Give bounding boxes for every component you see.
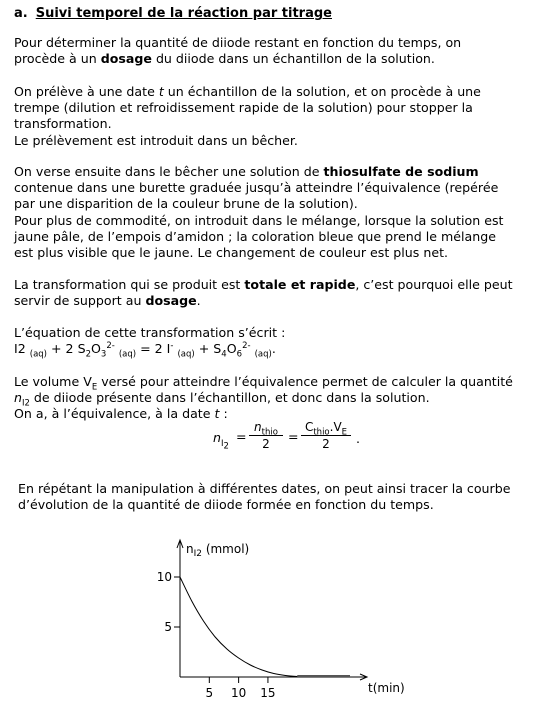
p4-line2-a: servir de support au (14, 293, 146, 309)
p3-line4: Pour plus de commodité, on introduit dans le mélange, lorsque la solution est (14, 212, 504, 228)
formula-end: . (356, 431, 361, 446)
p2-var-t: t (158, 84, 164, 99)
formula-n: n (213, 430, 221, 445)
eq-aq-1: (aq) (29, 349, 47, 360)
p1-line2 (14, 51, 546, 67)
p1-dosage-bold: dosage (100, 51, 152, 67)
diiode-decay-curve (180, 577, 344, 677)
diiode-quantity-chart (140, 535, 420, 705)
eq-end: . (271, 341, 276, 357)
formula-equals-2: = (288, 429, 299, 444)
chart-series (180, 577, 350, 677)
fraction-1-denominator: 2 (262, 437, 270, 451)
eq-o6: 6 (236, 349, 243, 360)
frac2-c: C (304, 420, 314, 434)
paragraph-7 (18, 481, 546, 513)
eq-aq-4: (aq) (254, 349, 272, 360)
reaction-equation (14, 341, 546, 360)
p2-line1-a: On prélève à une date (14, 84, 159, 99)
p3-line2: contenue dans une burette graduée jusqu’à atteindre l’équivalence (repérée (14, 180, 499, 196)
eq-o-1: O (91, 341, 101, 357)
eq-charge-iodide: - (170, 341, 174, 352)
eq-s2: 2 (85, 349, 91, 360)
equivalence-formula (205, 418, 375, 458)
frac1-thio: thio (261, 427, 278, 438)
y-tick-label-5: 5 (164, 620, 172, 634)
p3-line1 (14, 164, 546, 180)
p6-ni2-sub: I2 (21, 398, 30, 409)
y-label-unit: (mmol) (202, 542, 250, 556)
eq-charge-thio: 2- (106, 341, 115, 352)
p2-line1-b: un échantillon de la solution, et on procède à une (163, 84, 481, 99)
x-tick-label-5: 5 (205, 686, 214, 700)
frac2-e: E (341, 427, 348, 438)
frac2-v: .V (329, 420, 342, 434)
paragraph-6 (14, 374, 546, 423)
p6-n: n (14, 390, 22, 406)
p3-thiosulfate-bold: thiosulfate de sodium (323, 164, 479, 179)
paragraph-2 (14, 84, 546, 149)
formula-lhs-sub-2: 2 (223, 441, 229, 452)
p6-line1-a: Le volume V (14, 374, 92, 389)
p4-dosage-bold: dosage (145, 293, 197, 309)
fraction-1-numerator (249, 420, 283, 436)
y-label-sub: I2 (193, 549, 202, 559)
eq-plus-2: + S (194, 341, 222, 357)
fraction-2 (301, 420, 351, 452)
chart-ticks (157, 570, 276, 700)
formula-lhs (213, 430, 229, 452)
p2-line1 (14, 84, 546, 100)
paragraph-3 (14, 164, 546, 261)
p1-line2-b: du diiode dans un échantillon de la solution. (151, 51, 435, 67)
fraction-1 (249, 420, 283, 452)
y-label-n: n (186, 542, 194, 556)
formula-lhs-sub (220, 438, 229, 452)
frac1-n: n (254, 420, 262, 434)
p6-var-t: t (214, 406, 220, 422)
y-axis-label (186, 542, 249, 559)
formula-equals-1: = (236, 429, 247, 444)
p4-line1-b: , c’est pourquoi elle peut (355, 277, 513, 292)
p1-line1: Pour déterminer la quantité de diiode restant en fonction du temps, on (14, 35, 462, 50)
eq-aq-2: (aq) (118, 349, 137, 360)
p6-ve-sub: E (91, 382, 98, 393)
p4-line1 (14, 277, 546, 293)
eq-o3: 3 (100, 349, 107, 360)
p3-line1-a: On verse ensuite dans le bêcher une solution de (14, 164, 324, 179)
section-title: Suivi temporel de la réaction par titrage (35, 6, 332, 21)
p5-line1: L’équation de cette transformation s’écrit : (14, 325, 286, 340)
p2-line3: transformation. (14, 116, 112, 132)
p3-line3: par une disparition de la couleur brune de la solution). (14, 196, 358, 212)
x-tick-label-15: 15 (260, 686, 276, 700)
p7-line1: En répétant la manipulation à différentes dates, on peut ainsi tracer la courbe (18, 481, 511, 496)
eq-equals: = 2 I (136, 341, 171, 357)
p3-line5: jaune pâle, de l’empois d’amidon ; la coloration bleue que prend le mélange (14, 228, 496, 244)
paragraph-1 (14, 35, 546, 67)
p6-line3-b: : (219, 406, 228, 422)
eq-s4: 4 (221, 349, 227, 360)
p6-line1 (14, 374, 546, 393)
frac2-thio: thio (313, 427, 330, 438)
p1-line2-a: procède à un (14, 51, 101, 67)
fraction-2-numerator (301, 420, 351, 436)
formula-lhs-sub-i: I (220, 438, 224, 449)
p2-line4: Le prélèvement est introduit dans un bêcher. (14, 132, 298, 148)
p6-line2 (14, 390, 546, 409)
p3-line6: est plus visible que le jaune. Le changement de couleur est plus net. (14, 245, 449, 261)
x-axis-label: t(min) (368, 681, 405, 695)
x-tick-label-10: 10 (230, 686, 247, 700)
eq-charge-tetrathio: 2- (242, 341, 251, 352)
eq-aq-3: (aq) (177, 349, 195, 360)
section-letter: a. (14, 6, 28, 21)
fraction-2-denominator: 2 (322, 437, 330, 451)
p4-line2-b: . (196, 293, 201, 309)
p4-line2 (14, 293, 546, 309)
paragraph-5 (14, 325, 546, 360)
paragraph-4 (14, 277, 546, 309)
eq-i2: I2 (14, 341, 26, 357)
p6-line1-b: versé pour atteindre l’équivalence permet de calculer la quantité (97, 374, 513, 389)
eq-o-2: O (226, 341, 237, 357)
y-tick-label-10: 10 (156, 570, 172, 584)
eq-plus-1: + 2 S (47, 341, 86, 357)
chart-axes (177, 540, 367, 680)
p6-line2-b: de diiode présente dans l’échantillon, et donc dans la solution. (29, 390, 430, 406)
section-heading (14, 6, 332, 22)
p2-line2: trempe (dilution et refroidissement rapide de la solution) pour stopper la (14, 100, 473, 116)
p6-line3-a: On a, à l’équivalence, à la date (14, 406, 215, 422)
p4-totale-bold: totale et rapide (244, 277, 356, 292)
p4-line1-a: La transformation qui se produit est (14, 277, 245, 292)
p7-line2: d’évolution de la quantité de diiode formée en fonction du temps. (18, 497, 434, 513)
